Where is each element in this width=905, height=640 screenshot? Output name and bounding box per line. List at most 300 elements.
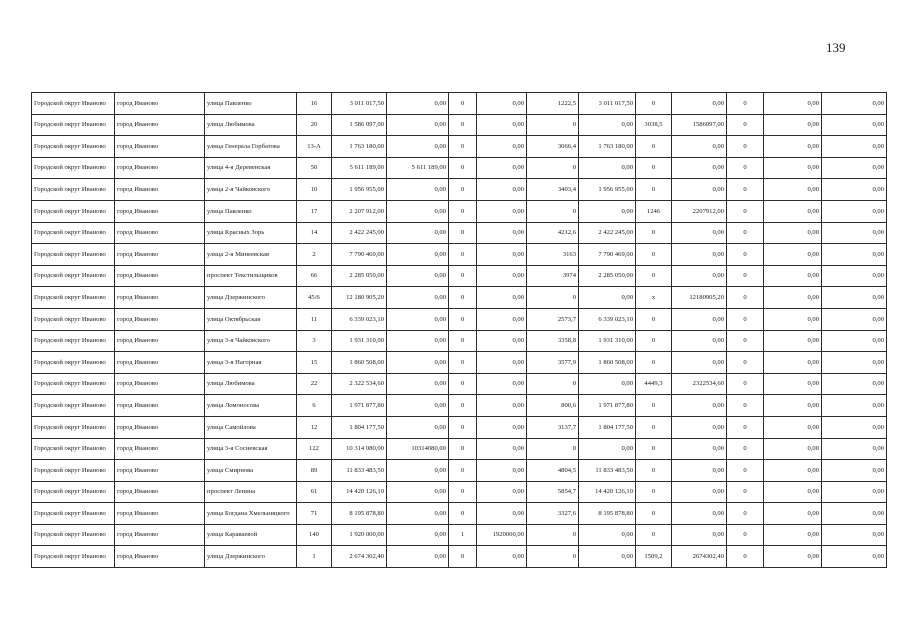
cost-col-11-cell: 0,00 bbox=[672, 460, 727, 482]
cost-col-13-cell: 0,00 bbox=[764, 157, 822, 179]
table-row bbox=[32, 93, 887, 115]
cost-col-7-cell: 0,00 bbox=[477, 352, 527, 374]
count-col-6-cell: 0 bbox=[449, 308, 477, 330]
house-number-cell: 14 bbox=[297, 222, 332, 244]
total-cost-cell: 2 674 302,40 bbox=[332, 546, 387, 568]
cost-col-14-cell: 0,00 bbox=[822, 93, 887, 115]
cost-col-14-cell: 0,00 bbox=[822, 373, 887, 395]
cost-col-5-cell: 0,00 bbox=[387, 416, 449, 438]
total-cost-cell: 1 763 180,00 bbox=[332, 136, 387, 158]
cost-col-14-cell: 0,00 bbox=[822, 546, 887, 568]
municipality-cell: Городской округ Иваново bbox=[32, 93, 115, 115]
cost-col-7-cell: 0,00 bbox=[477, 265, 527, 287]
count-col-6-cell: 0 bbox=[449, 179, 477, 201]
street-cell: улица 3-я Нагорная bbox=[205, 352, 297, 374]
cost-col-9-cell: 1 763 180,00 bbox=[579, 136, 636, 158]
area-col-8-cell: 3403,4 bbox=[527, 179, 579, 201]
area-col-8-cell: 0 bbox=[527, 157, 579, 179]
cost-col-13-cell: 0,00 bbox=[764, 287, 822, 309]
cost-col-13-cell: 0,00 bbox=[764, 244, 822, 266]
cost-col-7-cell: 0,00 bbox=[477, 503, 527, 525]
table-row bbox=[32, 416, 887, 438]
cost-col-5-cell: 0,00 bbox=[387, 546, 449, 568]
house-number-cell: 3 bbox=[297, 330, 332, 352]
area-col-8-cell: 3577,9 bbox=[527, 352, 579, 374]
municipality-cell: Городской округ Иваново bbox=[32, 244, 115, 266]
municipality-cell: Городской округ Иваново bbox=[32, 308, 115, 330]
total-cost-cell: 2 322 534,60 bbox=[332, 373, 387, 395]
cost-col-11-cell: 0,00 bbox=[672, 481, 727, 503]
street-cell: улица Богдана Хмельницкого bbox=[205, 503, 297, 525]
area-col-8-cell: 5854,7 bbox=[527, 481, 579, 503]
cost-col-13-cell: 0,00 bbox=[764, 460, 822, 482]
cost-col-9-cell: 8 195 878,80 bbox=[579, 503, 636, 525]
cost-col-7-cell: 0,00 bbox=[477, 481, 527, 503]
count-col-6-cell: 0 bbox=[449, 416, 477, 438]
cost-col-7-cell: 0,00 bbox=[477, 438, 527, 460]
table-row bbox=[32, 503, 887, 525]
settlement-cell: город Иваново bbox=[115, 330, 205, 352]
table-row bbox=[32, 524, 887, 546]
settlement-cell: город Иваново bbox=[115, 287, 205, 309]
count-col-6-cell: 0 bbox=[449, 157, 477, 179]
cost-col-9-cell: 11 833 483,50 bbox=[579, 460, 636, 482]
cost-col-13-cell: 0,00 bbox=[764, 222, 822, 244]
cost-col-11-cell: 0,00 bbox=[672, 265, 727, 287]
cost-col-9-cell: 0,00 bbox=[579, 438, 636, 460]
cost-col-7-cell: 0,00 bbox=[477, 330, 527, 352]
house-number-cell: 122 bbox=[297, 438, 332, 460]
cost-col-9-cell: 6 339 023,10 bbox=[579, 308, 636, 330]
cost-col-13-cell: 0,00 bbox=[764, 200, 822, 222]
cost-col-11-cell: 0,00 bbox=[672, 222, 727, 244]
cost-col-11-cell: 1586097,00 bbox=[672, 114, 727, 136]
street-cell: улица Октябрьская bbox=[205, 308, 297, 330]
cost-col-14-cell: 0,00 bbox=[822, 330, 887, 352]
street-cell: улица 2-я Чайковского bbox=[205, 179, 297, 201]
table-row bbox=[32, 179, 887, 201]
cost-col-11-cell: 0,00 bbox=[672, 352, 727, 374]
cost-col-5-cell: 0,00 bbox=[387, 460, 449, 482]
cost-col-9-cell: 2 285 050,00 bbox=[579, 265, 636, 287]
table-row bbox=[32, 373, 887, 395]
cost-col-11-cell: 12180905,20 bbox=[672, 287, 727, 309]
area-col-10-cell: 0 bbox=[636, 244, 672, 266]
total-cost-cell: 12 180 905,20 bbox=[332, 287, 387, 309]
cost-col-13-cell: 0,00 bbox=[764, 308, 822, 330]
settlement-cell: город Иваново bbox=[115, 416, 205, 438]
cost-col-9-cell: 1 860 508,00 bbox=[579, 352, 636, 374]
area-col-10-cell: 0 bbox=[636, 308, 672, 330]
count-col-12-cell: 0 bbox=[727, 438, 764, 460]
settlement-cell: город Иваново bbox=[115, 373, 205, 395]
table-row bbox=[32, 265, 887, 287]
count-col-12-cell: 0 bbox=[727, 244, 764, 266]
house-number-cell: 66 bbox=[297, 265, 332, 287]
street-cell: улица Любимова bbox=[205, 114, 297, 136]
table-row bbox=[32, 546, 887, 568]
cost-col-5-cell: 0,00 bbox=[387, 524, 449, 546]
cost-col-11-cell: 2674302,40 bbox=[672, 546, 727, 568]
cost-col-5-cell: 0,00 bbox=[387, 503, 449, 525]
cost-col-7-cell: 0,00 bbox=[477, 287, 527, 309]
settlement-cell: город Иваново bbox=[115, 200, 205, 222]
count-col-12-cell: 0 bbox=[727, 546, 764, 568]
street-cell: улица Павленко bbox=[205, 93, 297, 115]
settlement-cell: город Иваново bbox=[115, 93, 205, 115]
area-col-10-cell: 0 bbox=[636, 136, 672, 158]
cost-col-14-cell: 0,00 bbox=[822, 460, 887, 482]
area-col-8-cell: 3358,8 bbox=[527, 330, 579, 352]
area-col-8-cell: 0 bbox=[527, 438, 579, 460]
street-cell: улица Дзержинского bbox=[205, 546, 297, 568]
cost-col-13-cell: 0,00 bbox=[764, 524, 822, 546]
cost-col-14-cell: 0,00 bbox=[822, 524, 887, 546]
cost-col-9-cell: 0,00 bbox=[579, 114, 636, 136]
area-col-8-cell: 2573,7 bbox=[527, 308, 579, 330]
count-col-12-cell: 0 bbox=[727, 114, 764, 136]
settlement-cell: город Иваново bbox=[115, 395, 205, 417]
cost-col-13-cell: 0,00 bbox=[764, 416, 822, 438]
count-col-12-cell: 0 bbox=[727, 460, 764, 482]
street-cell: улица Смирнова bbox=[205, 460, 297, 482]
area-col-10-cell: 0 bbox=[636, 93, 672, 115]
table-row bbox=[32, 330, 887, 352]
table-body bbox=[32, 93, 887, 568]
house-number-cell: 11 bbox=[297, 308, 332, 330]
cost-col-14-cell: 0,00 bbox=[822, 308, 887, 330]
area-col-10-cell: 0 bbox=[636, 179, 672, 201]
street-cell: улица Любимова bbox=[205, 373, 297, 395]
cost-col-14-cell: 0,00 bbox=[822, 179, 887, 201]
municipality-cell: Городской округ Иваново bbox=[32, 157, 115, 179]
area-col-10-cell: 0 bbox=[636, 503, 672, 525]
house-number-cell: 22 bbox=[297, 373, 332, 395]
housing-register-table bbox=[31, 92, 887, 568]
cost-col-5-cell: 0,00 bbox=[387, 395, 449, 417]
street-cell: проспект Ленина bbox=[205, 481, 297, 503]
house-number-cell: 20 bbox=[297, 114, 332, 136]
area-col-10-cell: 0 bbox=[636, 352, 672, 374]
settlement-cell: город Иваново bbox=[115, 244, 205, 266]
count-col-12-cell: 0 bbox=[727, 503, 764, 525]
cost-col-13-cell: 0,00 bbox=[764, 179, 822, 201]
settlement-cell: город Иваново bbox=[115, 460, 205, 482]
house-number-cell: 1 bbox=[297, 546, 332, 568]
total-cost-cell: 6 339 023,10 bbox=[332, 308, 387, 330]
cost-col-9-cell: 14 420 126,10 bbox=[579, 481, 636, 503]
cost-col-5-cell: 0,00 bbox=[387, 114, 449, 136]
area-col-8-cell: 1222,5 bbox=[527, 93, 579, 115]
area-col-10-cell: 1509,2 bbox=[636, 546, 672, 568]
cost-col-5-cell: 0,00 bbox=[387, 481, 449, 503]
street-cell: проспект Текстильщиков bbox=[205, 265, 297, 287]
cost-col-13-cell: 0,00 bbox=[764, 373, 822, 395]
cost-col-9-cell: 1 931 310,00 bbox=[579, 330, 636, 352]
house-number-cell: 16 bbox=[297, 93, 332, 115]
cost-col-14-cell: 0,00 bbox=[822, 416, 887, 438]
street-cell: улица Караваевой bbox=[205, 524, 297, 546]
cost-col-13-cell: 0,00 bbox=[764, 136, 822, 158]
count-col-12-cell: 0 bbox=[727, 200, 764, 222]
area-col-8-cell: 0 bbox=[527, 200, 579, 222]
count-col-6-cell: 0 bbox=[449, 460, 477, 482]
area-col-10-cell: 0 bbox=[636, 438, 672, 460]
cost-col-13-cell: 0,00 bbox=[764, 352, 822, 374]
cost-col-9-cell: 0,00 bbox=[579, 287, 636, 309]
cost-col-7-cell: 0,00 bbox=[477, 222, 527, 244]
count-col-6-cell: 0 bbox=[449, 438, 477, 460]
municipality-cell: Городской округ Иваново bbox=[32, 416, 115, 438]
count-col-6-cell: 0 bbox=[449, 395, 477, 417]
count-col-12-cell: 0 bbox=[727, 352, 764, 374]
cost-col-7-cell: 0,00 bbox=[477, 244, 527, 266]
settlement-cell: город Иваново bbox=[115, 179, 205, 201]
municipality-cell: Городской округ Иваново bbox=[32, 330, 115, 352]
cost-col-5-cell: 0,00 bbox=[387, 308, 449, 330]
cost-col-11-cell: 2322534,60 bbox=[672, 373, 727, 395]
settlement-cell: город Иваново bbox=[115, 546, 205, 568]
cost-col-11-cell: 0,00 bbox=[672, 503, 727, 525]
settlement-cell: город Иваново bbox=[115, 438, 205, 460]
house-number-cell: 50 bbox=[297, 157, 332, 179]
house-number-cell: 140 bbox=[297, 524, 332, 546]
count-col-12-cell: 0 bbox=[727, 157, 764, 179]
cost-col-7-cell: 1920000,00 bbox=[477, 524, 527, 546]
total-cost-cell: 10 314 080,00 bbox=[332, 438, 387, 460]
cost-col-13-cell: 0,00 bbox=[764, 330, 822, 352]
house-number-cell: 17 bbox=[297, 200, 332, 222]
street-cell: улица 2-я Минеевская bbox=[205, 244, 297, 266]
area-col-10-cell: 0 bbox=[636, 416, 672, 438]
area-col-8-cell: 0 bbox=[527, 524, 579, 546]
municipality-cell: Городской округ Иваново bbox=[32, 438, 115, 460]
area-col-10-cell: 0 bbox=[636, 265, 672, 287]
cost-col-5-cell: 5 611 189,00 bbox=[387, 157, 449, 179]
total-cost-cell: 1 860 508,00 bbox=[332, 352, 387, 374]
count-col-12-cell: 0 bbox=[727, 136, 764, 158]
cost-col-5-cell: 0,00 bbox=[387, 179, 449, 201]
total-cost-cell: 5 611 189,00 bbox=[332, 157, 387, 179]
house-number-cell: 12 bbox=[297, 416, 332, 438]
cost-col-9-cell: 1 956 955,00 bbox=[579, 179, 636, 201]
house-number-cell: 71 bbox=[297, 503, 332, 525]
count-col-12-cell: 0 bbox=[727, 265, 764, 287]
cost-col-13-cell: 0,00 bbox=[764, 395, 822, 417]
cost-col-11-cell: 0,00 bbox=[672, 157, 727, 179]
total-cost-cell: 1 920 000,00 bbox=[332, 524, 387, 546]
house-number-cell: 6 bbox=[297, 395, 332, 417]
settlement-cell: город Иваново bbox=[115, 524, 205, 546]
count-col-12-cell: 0 bbox=[727, 308, 764, 330]
cost-col-14-cell: 0,00 bbox=[822, 481, 887, 503]
count-col-12-cell: 0 bbox=[727, 524, 764, 546]
municipality-cell: Городской округ Иваново bbox=[32, 222, 115, 244]
count-col-6-cell: 0 bbox=[449, 373, 477, 395]
house-number-cell: 2 bbox=[297, 244, 332, 266]
cost-col-11-cell: 0,00 bbox=[672, 330, 727, 352]
cost-col-9-cell: 0,00 bbox=[579, 200, 636, 222]
area-col-8-cell: 3137,7 bbox=[527, 416, 579, 438]
cost-col-7-cell: 0,00 bbox=[477, 157, 527, 179]
municipality-cell: Городской округ Иваново bbox=[32, 114, 115, 136]
total-cost-cell: 1 956 955,00 bbox=[332, 179, 387, 201]
cost-col-9-cell: 0,00 bbox=[579, 546, 636, 568]
settlement-cell: город Иваново bbox=[115, 157, 205, 179]
area-col-8-cell: 3163 bbox=[527, 244, 579, 266]
settlement-cell: город Иваново bbox=[115, 136, 205, 158]
count-col-6-cell: 0 bbox=[449, 93, 477, 115]
table-row bbox=[32, 438, 887, 460]
cost-col-5-cell: 0,00 bbox=[387, 352, 449, 374]
cost-col-7-cell: 0,00 bbox=[477, 136, 527, 158]
area-col-8-cell: 4804,5 bbox=[527, 460, 579, 482]
municipality-cell: Городской округ Иваново bbox=[32, 136, 115, 158]
cost-col-14-cell: 0,00 bbox=[822, 395, 887, 417]
cost-col-5-cell: 0,00 bbox=[387, 287, 449, 309]
area-col-10-cell: 0 bbox=[636, 460, 672, 482]
street-cell: улица Красных Зорь bbox=[205, 222, 297, 244]
street-cell: улица Самойлова bbox=[205, 416, 297, 438]
cost-col-5-cell: 10314080,00 bbox=[387, 438, 449, 460]
count-col-6-cell: 0 bbox=[449, 330, 477, 352]
total-cost-cell: 11 833 483,50 bbox=[332, 460, 387, 482]
settlement-cell: город Иваново bbox=[115, 352, 205, 374]
municipality-cell: Городской округ Иваново bbox=[32, 179, 115, 201]
house-number-cell: 10 bbox=[297, 179, 332, 201]
total-cost-cell: 1 971 877,80 bbox=[332, 395, 387, 417]
cost-col-7-cell: 0,00 bbox=[477, 395, 527, 417]
cost-col-13-cell: 0,00 bbox=[764, 114, 822, 136]
cost-col-11-cell: 0,00 bbox=[672, 93, 727, 115]
total-cost-cell: 3 011 017,50 bbox=[332, 93, 387, 115]
cost-col-7-cell: 0,00 bbox=[477, 416, 527, 438]
total-cost-cell: 2 422 245,00 bbox=[332, 222, 387, 244]
count-col-6-cell: 0 bbox=[449, 222, 477, 244]
cost-col-7-cell: 0,00 bbox=[477, 93, 527, 115]
cost-col-13-cell: 0,00 bbox=[764, 546, 822, 568]
settlement-cell: город Иваново bbox=[115, 503, 205, 525]
cost-col-7-cell: 0,00 bbox=[477, 373, 527, 395]
total-cost-cell: 1 804 177,50 bbox=[332, 416, 387, 438]
street-cell: улица 3-я Чайковского bbox=[205, 330, 297, 352]
area-col-8-cell: 0 bbox=[527, 546, 579, 568]
cost-col-14-cell: 0,00 bbox=[822, 438, 887, 460]
count-col-6-cell: 0 bbox=[449, 265, 477, 287]
table-row bbox=[32, 460, 887, 482]
cost-col-11-cell: 0,00 bbox=[672, 179, 727, 201]
count-col-6-cell: 0 bbox=[449, 352, 477, 374]
cost-col-14-cell: 0,00 bbox=[822, 114, 887, 136]
area-col-8-cell: 0 bbox=[527, 114, 579, 136]
municipality-cell: Городской округ Иваново bbox=[32, 546, 115, 568]
cost-col-9-cell: 0,00 bbox=[579, 373, 636, 395]
count-col-12-cell: 0 bbox=[727, 373, 764, 395]
area-col-8-cell: 800,6 bbox=[527, 395, 579, 417]
cost-col-5-cell: 0,00 bbox=[387, 265, 449, 287]
cost-col-11-cell: 0,00 bbox=[672, 308, 727, 330]
street-cell: улица Павленко bbox=[205, 200, 297, 222]
municipality-cell: Городской округ Иваново bbox=[32, 503, 115, 525]
cost-col-5-cell: 0,00 bbox=[387, 200, 449, 222]
cost-col-14-cell: 0,00 bbox=[822, 222, 887, 244]
area-col-10-cell: 0 bbox=[636, 481, 672, 503]
settlement-cell: город Иваново bbox=[115, 481, 205, 503]
house-number-cell: 45/6 bbox=[297, 287, 332, 309]
area-col-10-cell: 4449,3 bbox=[636, 373, 672, 395]
cost-col-14-cell: 0,00 bbox=[822, 287, 887, 309]
cost-col-13-cell: 0,00 bbox=[764, 481, 822, 503]
house-number-cell: 61 bbox=[297, 481, 332, 503]
municipality-cell: Городской округ Иваново bbox=[32, 200, 115, 222]
count-col-12-cell: 0 bbox=[727, 222, 764, 244]
table-row bbox=[32, 222, 887, 244]
count-col-12-cell: 0 bbox=[727, 287, 764, 309]
cost-col-14-cell: 0,00 bbox=[822, 136, 887, 158]
table-row bbox=[32, 114, 887, 136]
cost-col-14-cell: 0,00 bbox=[822, 352, 887, 374]
table-row bbox=[32, 481, 887, 503]
total-cost-cell: 1 931 310,00 bbox=[332, 330, 387, 352]
cost-col-14-cell: 0,00 bbox=[822, 157, 887, 179]
count-col-6-cell: 0 bbox=[449, 114, 477, 136]
settlement-cell: город Иваново bbox=[115, 222, 205, 244]
cost-col-9-cell: 2 422 245,00 bbox=[579, 222, 636, 244]
page-number: 139 bbox=[826, 40, 846, 55]
table-row bbox=[32, 244, 887, 266]
area-col-10-cell: 0 bbox=[636, 395, 672, 417]
cost-col-11-cell: 2207912,00 bbox=[672, 200, 727, 222]
count-col-12-cell: 0 bbox=[727, 330, 764, 352]
area-col-10-cell: 0 bbox=[636, 524, 672, 546]
cost-col-7-cell: 0,00 bbox=[477, 546, 527, 568]
cost-col-5-cell: 0,00 bbox=[387, 222, 449, 244]
municipality-cell: Городской округ Иваново bbox=[32, 287, 115, 309]
count-col-6-cell: 0 bbox=[449, 481, 477, 503]
house-number-cell: 89 bbox=[297, 460, 332, 482]
municipality-cell: Городской округ Иваново bbox=[32, 460, 115, 482]
area-col-8-cell: 4212,6 bbox=[527, 222, 579, 244]
cost-col-13-cell: 0,00 bbox=[764, 438, 822, 460]
cost-col-14-cell: 0,00 bbox=[822, 244, 887, 266]
cost-col-14-cell: 0,00 bbox=[822, 200, 887, 222]
house-number-cell: 13-А bbox=[297, 136, 332, 158]
table-row bbox=[32, 395, 887, 417]
cost-col-9-cell: 0,00 bbox=[579, 524, 636, 546]
municipality-cell: Городской округ Иваново bbox=[32, 524, 115, 546]
table-row bbox=[32, 136, 887, 158]
total-cost-cell: 8 195 878,80 bbox=[332, 503, 387, 525]
cost-col-5-cell: 0,00 bbox=[387, 373, 449, 395]
cost-col-7-cell: 0,00 bbox=[477, 308, 527, 330]
municipality-cell: Городской округ Иваново bbox=[32, 373, 115, 395]
count-col-12-cell: 0 bbox=[727, 481, 764, 503]
cost-col-11-cell: 0,00 bbox=[672, 416, 727, 438]
cost-col-11-cell: 0,00 bbox=[672, 524, 727, 546]
area-col-10-cell: 1246 bbox=[636, 200, 672, 222]
count-col-6-cell: 0 bbox=[449, 287, 477, 309]
street-cell: улица 4-я Деревенская bbox=[205, 157, 297, 179]
count-col-6-cell: 0 bbox=[449, 244, 477, 266]
area-col-8-cell: 0 bbox=[527, 287, 579, 309]
cost-col-9-cell: 3 011 017,50 bbox=[579, 93, 636, 115]
area-col-8-cell: 3974 bbox=[527, 265, 579, 287]
cost-col-13-cell: 0,00 bbox=[764, 93, 822, 115]
table-row bbox=[32, 200, 887, 222]
count-col-6-cell: 0 bbox=[449, 503, 477, 525]
cost-col-7-cell: 0,00 bbox=[477, 114, 527, 136]
street-cell: улица Ломоносова bbox=[205, 395, 297, 417]
